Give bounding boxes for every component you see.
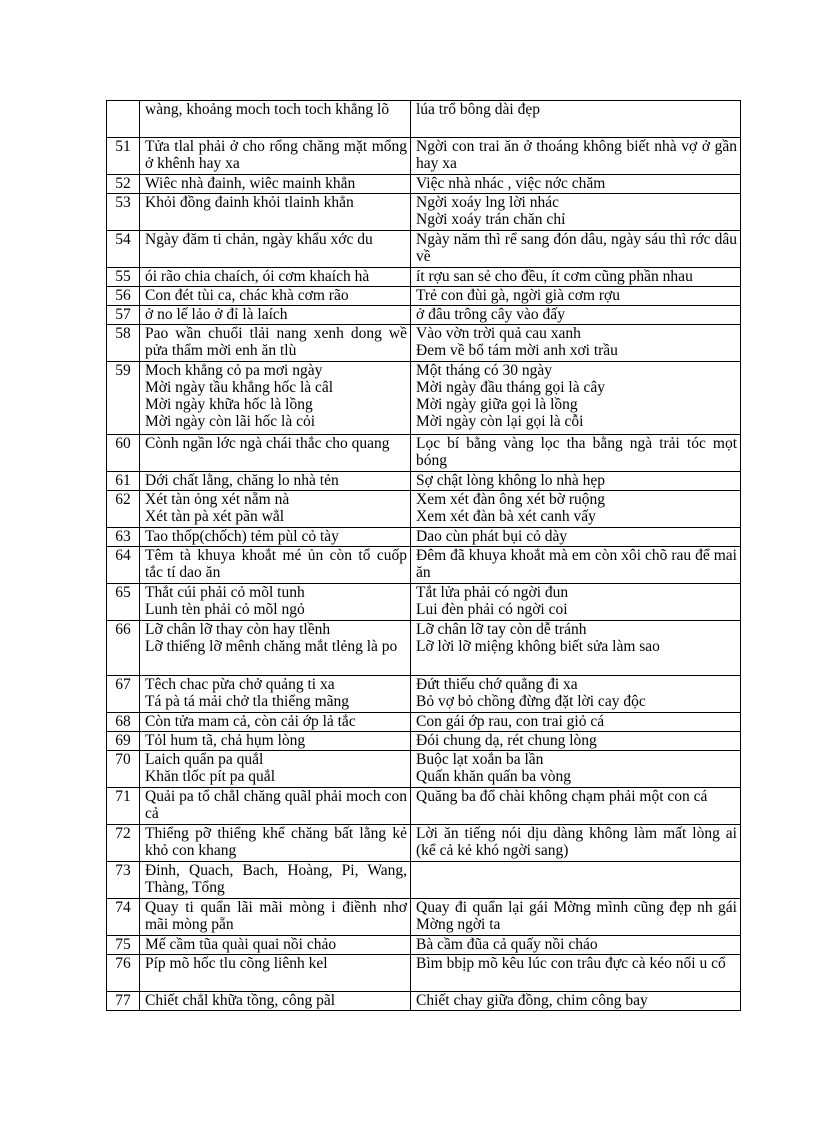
muong-text-line: ở no lế lảo ở đỉ là laích [145,306,288,323]
row-number: 52 [107,175,140,194]
vietnamese-text-line: Lời ăn tiếng nói dịu dàng không làm mất lòng ai (kể cả kẻ khó ngời sang) [416,825,737,859]
muong-text-cell [140,491,411,528]
table-row [107,936,741,955]
row-number: 53 [107,194,140,231]
table-row [107,584,741,621]
muong-text-cell [140,472,411,491]
muong-text-line: Têm tà khuya khoắt mé ủn còn tổ cuốp tắc tí dao ăn [145,547,407,581]
muong-text-line: Quải pa tổ chẳl chăng quãl phải moch con cả [145,788,407,822]
muong-text-cell [140,862,411,899]
vietnamese-text-line: Quấn khăn quấn ba vòng [416,768,571,785]
vietnamese-text-cell [411,287,741,306]
vietnamese-text-cell [411,306,741,325]
vietnamese-text-cell [411,584,741,621]
vietnamese-text-line: Đem về bổ tám mời anh xơi trầu [416,342,618,359]
table-row [107,325,741,362]
muong-text-line: Pao wần chuổi tlải nang xenh dong wề pửa thẩm mời enh ăn tlù [145,325,407,359]
vietnamese-text-line: Xem xét đàn ông xét bờ ruộng [416,491,605,508]
muong-text-cell [140,325,411,362]
table-row [107,621,741,676]
row-number: 57 [107,306,140,325]
row-number: 56 [107,287,140,306]
vietnamese-text-cell [411,194,741,231]
muong-text-line: Đinh, Quach, Bach, Hoàng, Pi, Wang, Thàng, Tổng [145,862,407,896]
muong-text-cell [140,936,411,955]
table-row [107,101,741,138]
vietnamese-text-line: Ngời con trai ăn ở thoáng không biết nhà vợ ở gần hay xa [416,138,737,172]
row-number: 70 [107,751,140,788]
table-row [107,194,741,231]
row-number [107,101,140,138]
vietnamese-text-line: Mời ngày còn lại gọi là cỗi [416,413,584,430]
muong-text-line: Tửa tlal phải ở cho rổng chăng mặt mổng ở khênh hay xa [145,138,407,172]
table-row [107,992,741,1011]
muong-text-line: Quay ti quẩn lãi mãi mòng i điềnh nhơ mãi mòng pẵn [145,899,407,933]
table-row [107,713,741,732]
row-number: 68 [107,713,140,732]
vietnamese-text-cell [411,547,741,584]
vietnamese-text-line: Bìm bbịp mõ kêu lúc con trâu đực cà kéo nổi u cổ [416,955,726,972]
vietnamese-text-line: Quăng ba đổ chài không chạm phải một con cá [416,788,708,805]
row-number: 73 [107,862,140,899]
muong-text-cell [140,435,411,472]
row-number: 71 [107,788,140,825]
vietnamese-text-cell [411,491,741,528]
vietnamese-text-line: ở đâu trông cây vào đấy [416,306,565,323]
muong-text-cell [140,751,411,788]
table-row [107,751,741,788]
row-number: 67 [107,676,140,713]
vietnamese-text-line: Tắt lửa phải có ngời đun [416,584,569,601]
table-body [107,101,741,1011]
vietnamese-text-line: Quay đi quẩn lại gái Mờng mình cũng đẹp nh gái Mờng ngời ta [416,899,737,933]
vietnamese-text-cell [411,676,741,713]
vietnamese-text-line: Một tháng có 30 ngày [416,362,553,379]
vietnamese-text-line: Xem xét đàn bà xét canh vấy [416,508,596,525]
vietnamese-text-line: Đứt thiếu chớ quẳng đi xa [416,676,578,693]
muong-text-cell [140,584,411,621]
table-row [107,788,741,825]
vietnamese-text-line: Buộc lạt xoắn ba lần [416,751,544,768]
muong-text-cell [140,676,411,713]
vietnamese-text-line: Sợ chật lòng không lo nhà hẹp [416,472,606,489]
muong-text-line: Thắt cúi phải cỏ mõl tunh [145,584,305,601]
vietnamese-text-line: Vào vờn trời quả cau xanh [416,325,581,342]
table-row [107,955,741,992]
muong-text-cell [140,788,411,825]
vietnamese-text-line: lúa trổ bông dài đẹp [416,101,540,118]
muong-text-line: Xét tàn ỏng xét nẵm nà [145,491,290,508]
table-row [107,175,741,194]
muong-text-line: ói rão chia chaích, ói cơm khaích hà [145,268,370,285]
muong-text-line: Laich quẩn pa quắl [145,751,264,768]
muong-text-line: Tao thốp(chốch) tẻm pùl cỏ tày [145,528,339,545]
vietnamese-text-cell [411,713,741,732]
vietnamese-text-cell [411,528,741,547]
row-number: 75 [107,936,140,955]
vietnamese-text-cell [411,732,741,751]
vietnamese-text-line: Dao cùn phát bụi cỏ dày [416,528,568,545]
table-row [107,862,741,899]
table-row [107,287,741,306]
row-number: 65 [107,584,140,621]
muong-text-cell [140,713,411,732]
row-number: 62 [107,491,140,528]
muong-text-cell [140,287,411,306]
table-row [107,472,741,491]
muong-text-cell [140,899,411,936]
vietnamese-text-line: Ngời xoáy trán chăn chỉ [416,211,566,228]
muong-text-line: Têch chac pừa chở quảng ti xa [145,676,335,693]
vietnamese-text-cell [411,788,741,825]
vietnamese-text-cell [411,955,741,992]
table-row [107,825,741,862]
row-number: 61 [107,472,140,491]
vietnamese-text-cell [411,325,741,362]
row-number: 54 [107,231,140,268]
row-number: 55 [107,268,140,287]
vietnamese-text-line: Ngời xoáy lng lời nhác [416,194,559,211]
vietnamese-text-line: ít rợu san sẻ cho đều, ít cơm cũng phần nhau [416,268,693,285]
vietnamese-text-line: Ngày năm thì rể sang đón dâu, ngày sáu thì rớc dâu về [416,231,737,265]
vietnamese-text-cell [411,362,741,435]
muong-text-cell [140,362,411,435]
row-number: 74 [107,899,140,936]
row-number: 59 [107,362,140,435]
vietnamese-text-cell [411,751,741,788]
vietnamese-text-line: Lui đèn phải có ngời coi [416,601,568,618]
vietnamese-text-line: Lỡ chân lỡ tay còn dễ tránh [416,621,587,638]
muong-text-cell [140,101,411,138]
row-number: 63 [107,528,140,547]
muong-text-cell [140,992,411,1011]
vietnamese-text-line: Đói chung dạ, rét chung lòng [416,732,597,749]
vietnamese-text-line: Bỏ vợ bỏ chồng đừng đặt lời cay độc [416,693,646,710]
vietnamese-text-line: Đêm đã khuya khoắt mà em còn xôi chõ rau để mai ăn [416,547,737,581]
table-row [107,528,741,547]
vietnamese-text-cell [411,992,741,1011]
muong-text-line: Moch khẳng cỏ pa mơi ngày [145,362,323,379]
vietnamese-text-line: Lỡ lời lỡ miệng không biết sửa làm sao [416,638,660,655]
table-row [107,231,741,268]
row-number: 76 [107,955,140,992]
muong-text-cell [140,268,411,287]
vietnamese-text-cell [411,101,741,138]
vietnamese-text-line: Trẻ con đùi gà, ngời già cơm rợu [416,287,620,304]
muong-text-cell [140,547,411,584]
muong-text-cell [140,175,411,194]
vietnamese-text-line: Mời ngày đầu tháng gọi là cây [416,379,605,396]
row-number: 58 [107,325,140,362]
muong-text-line: Lỡ thiểng lỡ mênh chăng mắt tlẻng là po [145,638,398,655]
muong-text-line: wàng, khoảng moch toch toch khẳng lõ [145,101,390,118]
table-row [107,306,741,325]
muong-text-line: Xét tàn pà xét pãn wẳl [145,508,285,525]
vietnamese-text-cell [411,435,741,472]
muong-text-line: Ngày đăm ti chản, ngày khẩu xớc du [145,231,373,248]
vietnamese-text-line: Lọc bí bằng vàng lọc tha bằng ngà trải tóc mọt bóng [416,435,737,469]
table-row [107,676,741,713]
muong-text-cell [140,306,411,325]
muong-text-line: Mời ngày khữa hốc là lồng [145,396,313,413]
row-number: 72 [107,825,140,862]
row-number: 51 [107,138,140,175]
table-row [107,899,741,936]
muong-text-line: Còn tửa mam cả, còn cải ớp lả tắc [145,713,356,730]
muong-text-line: Píp mõ hốc tlu cõng liênh kel [145,955,328,972]
row-number: 60 [107,435,140,472]
table-row [107,491,741,528]
table-row [107,732,741,751]
table-row [107,268,741,287]
muong-text-cell [140,231,411,268]
vietnamese-text-cell [411,231,741,268]
muong-text-line: Chiết chẳl khữa tồng, công pãl [145,992,336,1009]
row-number: 69 [107,732,140,751]
vietnamese-text-cell [411,621,741,676]
muong-text-cell [140,732,411,751]
muong-text-line: Khỏi đồng đainh khỏi tlainh khẳn [145,194,354,211]
muong-text-cell [140,621,411,676]
muong-text-line: Con đét tùi ca, chác khà cơm rão [145,287,349,304]
vietnamese-text-line: Mời ngày giữa gọi là lồng [416,396,578,413]
row-number: 66 [107,621,140,676]
muong-text-line: Cònh ngần lớc ngà chái thắc cho quang [145,435,390,452]
muong-text-line: Khăn tlốc pít pa quắl [145,768,275,785]
muong-text-line: Dới chất lằng, chăng lo nhà tẻn [145,472,339,489]
vietnamese-text-cell [411,138,741,175]
muong-text-cell [140,955,411,992]
vietnamese-text-line: Bà cầm đũa cả quấy nồi cháo [416,936,598,953]
muong-text-line: Mế cầm tũa quài quai nồi chảo [145,936,337,953]
vietnamese-text-line: Chiết chay giữa đồng, chim công bay [416,992,648,1009]
vietnamese-text-cell [411,175,741,194]
muong-text-line: Tá pà tá mải chở tla thiểng mãng [145,693,350,710]
proverb-table [106,100,741,1011]
table-row [107,138,741,175]
muong-text-line: Tỏl hum tã, chả hụm lòng [145,732,306,749]
table-row [107,547,741,584]
vietnamese-text-cell [411,268,741,287]
muong-text-line: Mời ngày tầu khẳng hốc là câl [145,379,334,396]
muong-text-cell [140,194,411,231]
muong-text-line: Lunh tèn phải cỏ mõl ngỏ [145,601,305,618]
muong-text-line: Mời ngày còn lãi hốc là cỏi [145,413,316,430]
muong-text-line: Lỡ chân lỡ thay còn hay tlềnh [145,621,331,638]
vietnamese-text-line: Việc nhà nhác , việc nớc chăm [416,175,606,192]
row-number: 77 [107,992,140,1011]
muong-text-cell [140,138,411,175]
vietnamese-text-cell [411,472,741,491]
muong-text-cell [140,825,411,862]
muong-text-line: Wiêc nhà đainh, wiêc mainh khẳn [145,175,356,192]
vietnamese-text-cell [411,862,741,899]
vietnamese-text-cell [411,825,741,862]
vietnamese-text-cell [411,899,741,936]
muong-text-cell [140,528,411,547]
vietnamese-text-line: Con gái ớp rau, con trai giỏ cá [416,713,605,730]
table-row [107,435,741,472]
table-row [107,362,741,435]
vietnamese-text-cell [411,936,741,955]
muong-text-line: Thiểng pỡ thiểng khể chăng bất lằng kẻ khỏ con khang [145,825,407,859]
row-number: 64 [107,547,140,584]
